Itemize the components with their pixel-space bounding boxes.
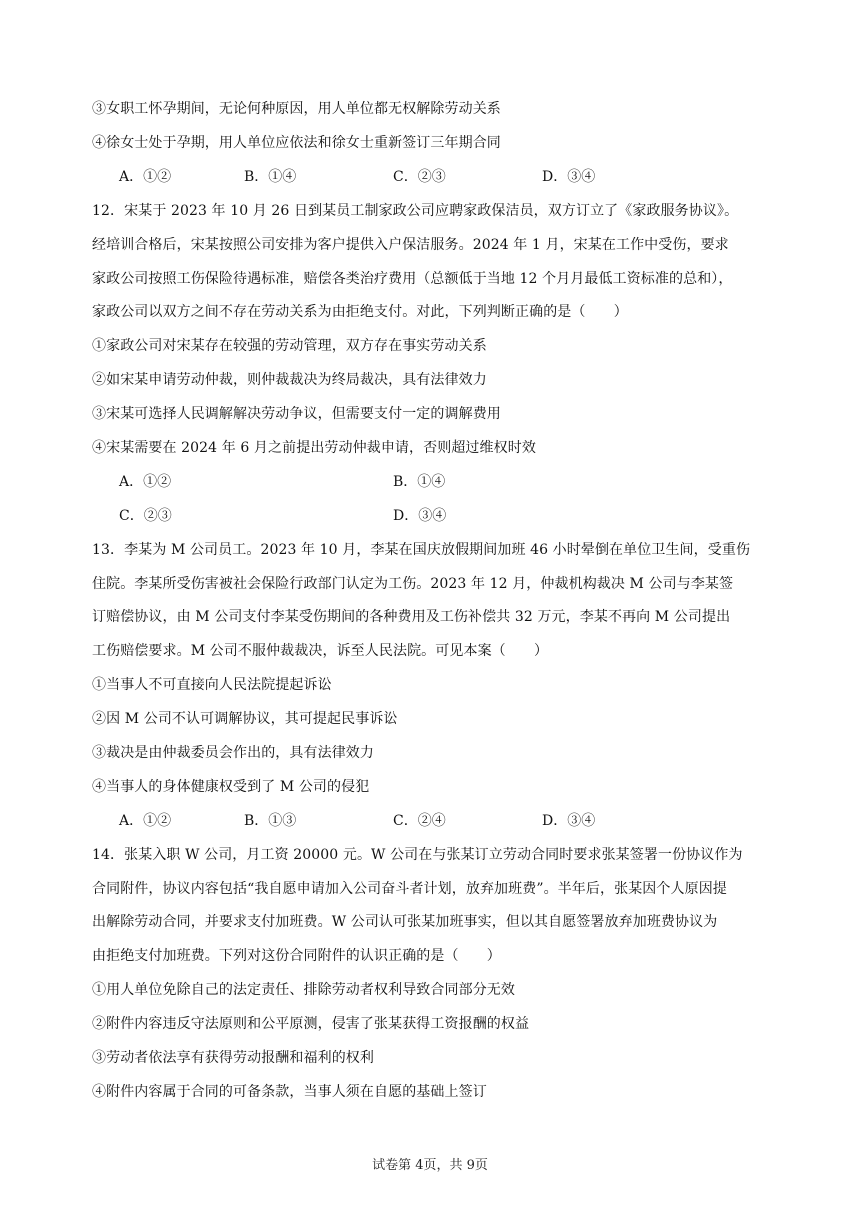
q14-item-3: ③劳动者依法享有获得劳动报酬和福利的权利 [92, 1050, 374, 1066]
q11-option-c: C．②③ [393, 169, 446, 185]
q12-item-3: ③宋某可选择人民调解解决劳动争议，但需要支付一定的调解费用 [92, 406, 501, 422]
q13-option-a: A．①② [119, 813, 172, 829]
q13-item-4: ④当事人的身体健康权受到了 M 公司的侵犯 [92, 779, 370, 795]
q12-stem-line-4: 家政公司以双方之间不存在劳动关系为由拒绝支付。对此，下列判断正确的是（ ） [92, 304, 628, 320]
q11-option-b: B．①④ [244, 169, 297, 185]
q13-stem-line-1: 13．李某为 M 公司员工。2023 年 10 月，李某在国庆放假期间加班 46 小时晕倒在单位卫生间，受重伤 [92, 542, 751, 558]
q12-stem-line-2: 经培训合格后，宋某按照公司安排为客户提供入户保洁服务。2024 年 1 月，宋某在工作中受伤，要求 [92, 237, 729, 253]
q12-option-c: C．②③ [119, 508, 172, 524]
q13-option-c: C．②④ [393, 813, 446, 829]
q13-item-3: ③裁决是由仲裁委员会作出的，具有法律效力 [92, 745, 374, 761]
q11-item-4: ④徐女士处于孕期，用人单位应依法和徐女士重新签订三年期合同 [92, 135, 501, 151]
q11-item-3: ③女职工怀孕期间，无论何种原因，用人单位都无权解除劳动关系 [92, 101, 501, 117]
q12-option-b: B．①④ [393, 474, 446, 490]
q14-item-2: ②附件内容违反守法原则和公平原测，侵害了张某获得工资报酬的权益 [92, 1016, 530, 1032]
q12-option-d: D．③④ [393, 508, 447, 524]
q13-stem-line-4: 工伤赔偿要求。M 公司不服仲裁裁决，诉至人民法院。可见本案（ ） [92, 643, 549, 659]
page-footer: 试卷第 4页，共 9页 [372, 1158, 488, 1173]
q14-item-1: ①用人单位免除自己的法定责任、排除劳动者权利导致合同部分无效 [92, 982, 515, 998]
q12-item-4: ④宋某需要在 2024 年 6 月之前提出劳动仲裁申请，否则超过维权时效 [92, 440, 536, 456]
q14-stem-line-1: 14．张某入职 W 公司，月工资 20000 元。W 公司在与张某订立劳动合同时要求张某签署一份协议作为 [92, 847, 743, 863]
q12-stem-line-1: 12．宋某于 2023 年 10 月 26 日到某员工制家政公司应聘家政保洁员，双方订立了《家政服务协议》。 [92, 203, 739, 219]
q14-stem-line-3: 出解除劳动合同，并要求支付加班费。W 公司认可张某加班事实，但以其自愿签署放弃加班费协议为 [92, 914, 718, 930]
q13-option-d: D．③④ [542, 813, 596, 829]
q12-option-a: A．①② [119, 474, 172, 490]
q12-item-2: ②如宋某申请劳动仲裁，则仲裁裁决为终局裁决，具有法律效力 [92, 372, 487, 388]
q13-stem-line-3: 订赔偿协议，由 M 公司支付李某受伤期间的各种费用及工伤补偿共 32 万元，李某不再向 M 公司提出 [92, 609, 731, 625]
q14-stem-line-4: 由拒绝支付加班费。下列对这份合同附件的认识正确的是（ ） [92, 948, 501, 964]
q12-stem-line-3: 家政公司按照工伤保险待遇标准，赔偿各类治疗费用（总额低于当地 12 个月月最低工资标准的总和）， [92, 271, 733, 287]
q13-option-b: B．①③ [244, 813, 297, 829]
q11-option-d: D．③④ [542, 169, 596, 185]
q14-stem-line-2: 合同附件，协议内容包括“我自愿申请加入公司奋斗者计划，放弃加班费”。半年后，张某因个人原因提 [92, 881, 727, 897]
q14-item-4: ④附件内容属于合同的可备条款，当事人须在自愿的基础上签订 [92, 1084, 487, 1100]
q13-stem-line-2: 住院。李某所受伤害被社会保险行政部门认定为工伤。2023 年 12 月，仲裁机构裁决 M 公司与李某签 [92, 576, 734, 592]
q13-item-2: ②因 M 公司不认可调解协议，其可提起民事诉讼 [92, 711, 398, 727]
q13-item-1: ①当事人不可直接向人民法院提起诉讼 [92, 677, 332, 693]
q12-item-1: ①家政公司对宋某存在较强的劳动管理，双方存在事实劳动关系 [92, 338, 487, 354]
q11-option-a: A．①② [119, 169, 172, 185]
